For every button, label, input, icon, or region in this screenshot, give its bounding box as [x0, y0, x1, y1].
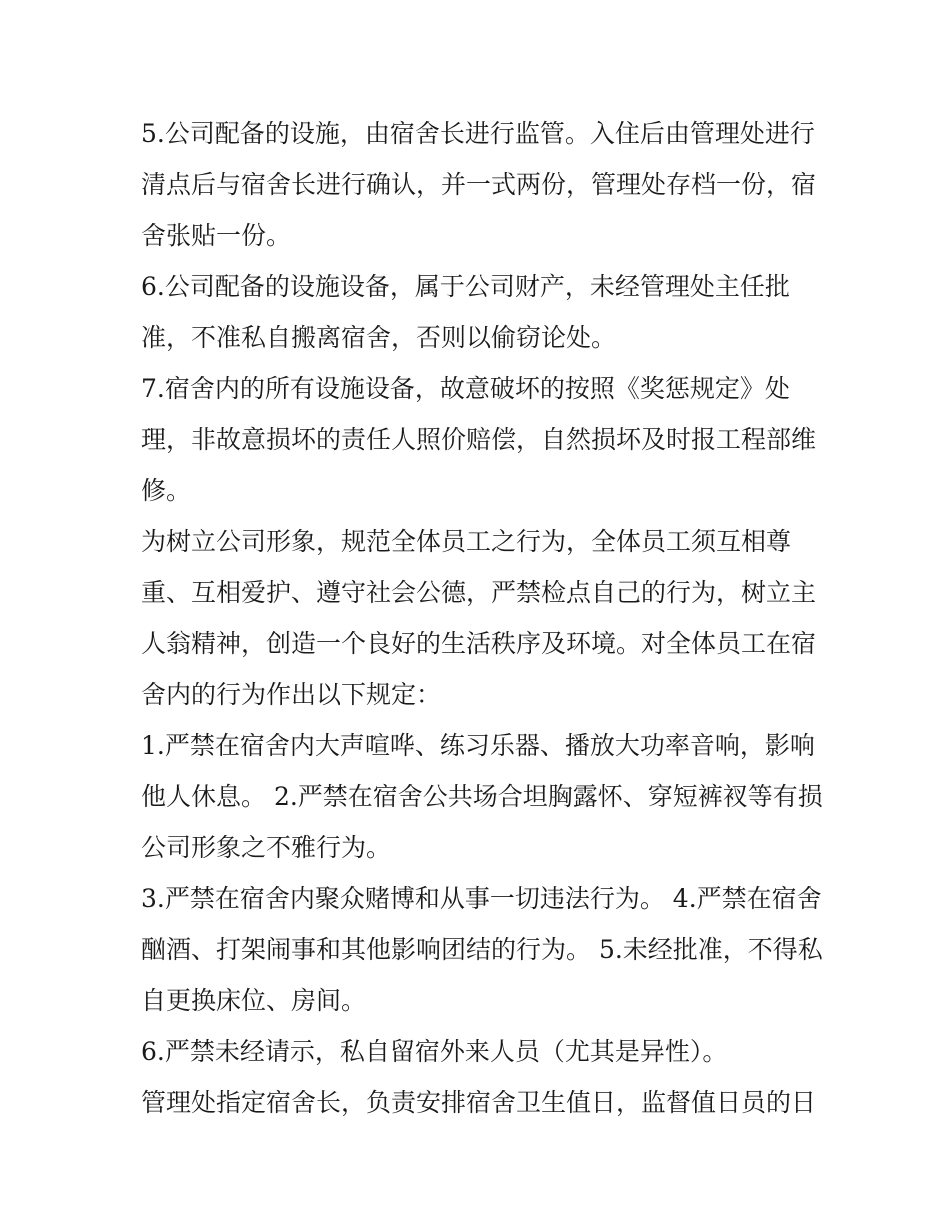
text-line: 他人休息。 2.严禁在宿舍公共场合坦胸露怀、穿短裤衩等有损	[141, 782, 823, 811]
text-line: 舍张贴一份。	[141, 221, 292, 250]
text-line: 3.严禁在宿舍内聚众赌博和从事一切违法行为。 4.严禁在宿舍	[141, 884, 822, 913]
text-line: 清点后与宿舍长进行确认，并一式两份，管理处存档一份，宿	[141, 170, 817, 199]
text-line: 准，不准私自搬离宿舍，否则以偷窃论处。	[141, 323, 617, 352]
text-line: 6.公司配备的设施设备，属于公司财产，未经管理处主任批	[141, 272, 790, 301]
text-line: 管理处指定宿舍长，负责安排宿舍卫生值日，监督值日员的日	[141, 1088, 817, 1117]
text-line: 5.公司配备的设施，由宿舍长进行监管。入住后由管理处进行	[141, 119, 815, 148]
text-line: 6.严禁未经请示，私自留宿外来人员（尤其是异性）。	[141, 1037, 728, 1066]
document-body	[141, 108, 821, 1128]
text-line: 理，非故意损坏的责任人照价赔偿，自然损坏及时报工程部维	[141, 425, 817, 454]
text-line: 重、互相爱护、遵守社会公德，严禁检点自己的行为，树立主	[141, 578, 817, 607]
text-line: 自更换床位、房间。	[141, 986, 367, 1015]
text-line: 酗酒、打架闹事和其他影响团结的行为。 5.未经批准，不得私	[141, 935, 823, 964]
text-line: 公司形象之不雅行为。	[141, 833, 392, 862]
text-line: 舍内的行为作出以下规定：	[141, 680, 442, 709]
text-line: 人翁精神，创造一个良好的生活秩序及环境。对全体员工在宿	[141, 629, 817, 658]
text-line: 7.宿舍内的所有设施设备，故意破坏的按照《奖惩规定》处	[141, 374, 790, 403]
text-line: 1.严禁在宿舍内大声喧哗、练习乐器、播放大功率音响，影响	[141, 731, 815, 760]
text-line: 修。	[141, 476, 192, 505]
text-line: 为树立公司形象，规范全体员工之行为，全体员工须互相尊	[141, 527, 792, 556]
